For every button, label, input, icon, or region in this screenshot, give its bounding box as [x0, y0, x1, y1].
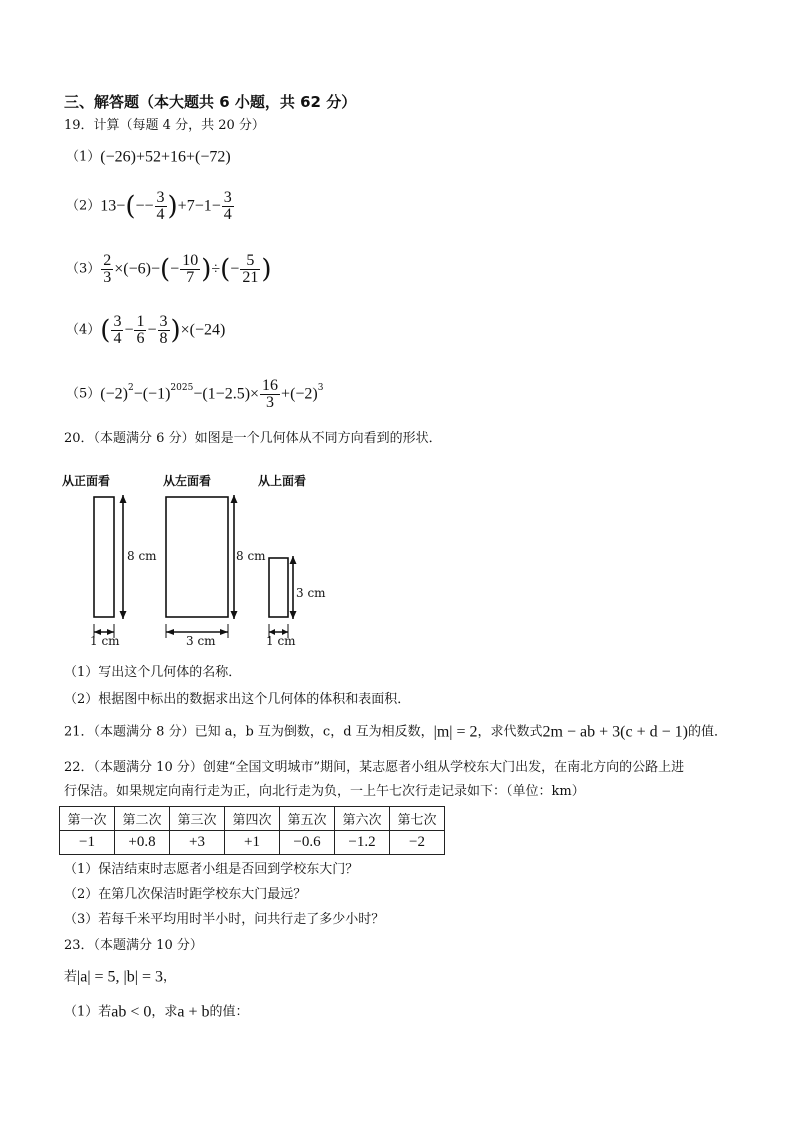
table-row — [60, 831, 445, 855]
expression: (−26)+52+16+(−72) — [100, 148, 231, 166]
table-cell: −1.2 — [335, 831, 390, 855]
fraction: $\frac{10}{7}$ — [182, 252, 199, 286]
fraction: $\frac{5}{21}$ — [242, 252, 259, 286]
q19-part5: $(5)(-2)^2-(-1)^{2025}-(1-2.5)\times$ $\frac{16}{3}$ $+(-2)^3$ — [66, 377, 324, 411]
table-header: 第一次 — [60, 807, 115, 831]
q23-sub1: （1）若ab < 0，求a + b的值： — [64, 1003, 249, 1021]
fraction: $\frac{3}{8}$ — [159, 313, 168, 347]
q19-title: 19．计算（每题 4 分，共 20 分） — [64, 118, 265, 133]
q19-part3: （3） $\frac{2}{3}$ ×(−6)−(− $\frac{10}{7}$ )÷(− $\frac{5}{21}$ ) — [66, 252, 272, 286]
top-view-rect — [269, 558, 288, 617]
fraction: $\frac{3}{4}$ — [156, 189, 165, 223]
q19-part1 — [66, 147, 231, 167]
fraction: $\frac{3}{4}$ — [223, 189, 232, 223]
table-cell: +0.8 — [115, 831, 170, 855]
part-label: （3） — [66, 261, 101, 277]
fraction: $\frac{1}{6}$ — [136, 313, 145, 347]
table-cell: −2 — [390, 831, 445, 855]
left-width-label: 3 cm — [186, 634, 216, 648]
front-view-title: 从正面看 — [62, 474, 111, 488]
front-width-label: 1 cm — [90, 634, 120, 648]
table-header: 第五次 — [280, 807, 335, 831]
q22-line2: 行保洁。如果规定向南行走为正，向北行走为负，一上午七次行走记录如下：（单位：km） — [64, 784, 585, 799]
q20-sub1: （1）写出这个几何体的名称． — [64, 665, 242, 680]
q22-line1: 22．（本题满分 10 分）创建“全国文明城市”期间，某志愿者小组从学校东大门出发，在南北方向的公路上进 — [64, 760, 685, 775]
top-height-label: 3 cm — [296, 586, 326, 600]
q21-condition: |m| = 2 — [433, 723, 478, 741]
left-view-title: 从左面看 — [163, 474, 212, 488]
table-header: 第三次 — [170, 807, 225, 831]
q23-condition: |a| = 5, |b| = 3 — [77, 968, 163, 986]
q22-sub2: （2）在第几次保洁时距学校东大门最远？ — [64, 887, 307, 902]
table-header-row — [60, 807, 445, 831]
q23-title: 23．（本题满分 10 分） — [64, 938, 203, 953]
fraction: $\frac{16}{3}$ — [262, 377, 279, 411]
left-view-rect — [166, 497, 228, 617]
q21-expression: 2m − ab + 3(c + d − 1) — [542, 723, 688, 741]
table-cell: −1 — [60, 831, 115, 855]
fraction: $\frac{2}{3}$ — [103, 252, 112, 286]
part-label: （4） — [66, 322, 101, 338]
left-height-label: 8 cm — [236, 549, 266, 563]
front-view-rect — [94, 497, 114, 617]
q23-condition-line: 若|a| = 5, |b| = 3， — [64, 968, 176, 986]
front-height-label: 8 cm — [127, 549, 157, 563]
table-header: 第二次 — [115, 807, 170, 831]
part-label: （5） — [66, 386, 101, 402]
q20-sub2: （2）根据图中标出的数据求出这个几何体的体积和表面积． — [64, 692, 411, 707]
part-label: （2） — [66, 198, 101, 214]
section-title: 三、解答题（本大题共 6 小题，共 62 分） — [64, 93, 357, 111]
three-views-figure — [60, 462, 340, 654]
table-header: 第四次 — [225, 807, 280, 831]
walk-record-table — [59, 806, 445, 855]
q21-text: 21．（本题满分 8 分）已知 a，b 互为倒数，c，d 互为相反数，|m| = 2，求代数式2m − ab + 3(c + d − 1)的值． — [64, 723, 727, 741]
table-header: 第六次 — [335, 807, 390, 831]
q22-sub1: （1）保洁结束时志愿者小组是否回到学校东大门？ — [64, 862, 359, 877]
fraction: $\frac{3}{4}$ — [113, 313, 122, 347]
top-width-label: 1 cm — [266, 634, 296, 648]
q19-part4: （4）( $\frac{3}{4}$ − $\frac{1}{6}$ − $\frac{3}{8}$ )×(−24) — [66, 313, 226, 347]
table-cell: −0.6 — [280, 831, 335, 855]
q19-part2: （2）13−(−− $\frac{3}{4}$ )+7−1− $\frac{3}{4}$ — [66, 189, 232, 223]
top-view-title: 从上面看 — [258, 474, 307, 488]
part-label: （1） — [66, 149, 101, 165]
table-cell: +3 — [170, 831, 225, 855]
table-header: 第七次 — [390, 807, 445, 831]
table-cell: +1 — [225, 831, 280, 855]
three-views-diagram — [60, 462, 340, 654]
q22-sub3: （3）若每千米平均用时半小时，问共行走了多少小时？ — [64, 912, 385, 927]
q20-title: 20．（本题满分 6 分）如图是一个几何体从不同方向看到的形状． — [64, 431, 442, 446]
